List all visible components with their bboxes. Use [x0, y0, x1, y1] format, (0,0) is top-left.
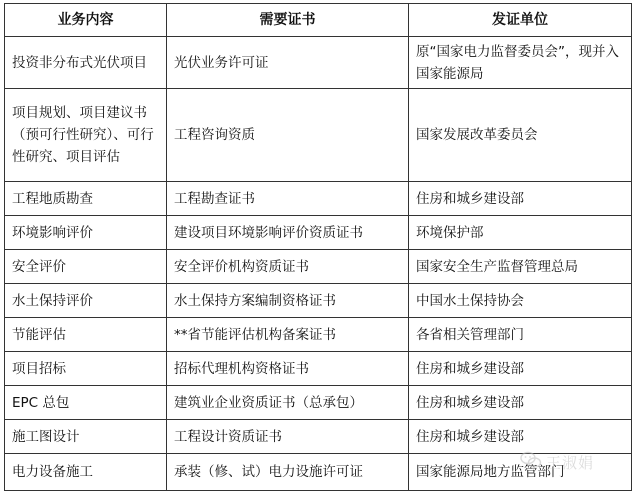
cell-business: 工程地质勘查	[5, 182, 167, 216]
cell-authority: 住房和城乡建设部	[409, 182, 632, 216]
cell-business: 水土保持评价	[5, 284, 167, 318]
table-row	[5, 352, 632, 386]
cell-certificate: 工程设计资质证书	[167, 420, 409, 454]
cell-certificate: 水土保持方案编制资格证书	[167, 284, 409, 318]
cell-certificate: 光伏业务许可证	[167, 37, 409, 89]
cell-certificate: 安全评价机构资质证书	[167, 250, 409, 284]
table-row	[5, 250, 632, 284]
table-row	[5, 182, 632, 216]
cell-certificate: 建筑业企业资质证书（总承包）	[167, 386, 409, 420]
cell-business: EPC 总包	[5, 386, 167, 420]
cell-certificate: 承装（修、试）电力设施许可证	[167, 454, 409, 491]
cell-business: 电力设备施工	[5, 454, 167, 491]
cell-business: 环境影响评价	[5, 216, 167, 250]
cell-business: 施工图设计	[5, 420, 167, 454]
table-row	[5, 386, 632, 420]
cell-authority: 国家发展改革委员会	[409, 89, 632, 182]
cell-authority: 住房和城乡建设部	[409, 352, 632, 386]
watermark-text: 王淑娟	[546, 453, 595, 472]
table-row	[5, 284, 632, 318]
header-required-certificate: 需要证书	[167, 4, 409, 37]
cell-certificate: **省节能评估机构备案证书	[167, 318, 409, 352]
certificate-table	[4, 3, 632, 491]
cell-authority: 住房和城乡建设部	[409, 420, 632, 454]
cell-authority: 原“国家电力监督委员会”，现并入国家能源局	[409, 37, 632, 89]
cell-business: 节能评估	[5, 318, 167, 352]
cell-authority: 国家安全生产监督管理总局	[409, 250, 632, 284]
cell-authority: 住房和城乡建设部	[409, 386, 632, 420]
cell-certificate: 招标代理机构资格证书	[167, 352, 409, 386]
table-row	[5, 420, 632, 454]
table-row	[5, 318, 632, 352]
cell-authority: 国家能源局地方监管部门	[409, 454, 632, 491]
header-issuing-authority: 发证单位	[409, 4, 632, 37]
cell-certificate: 工程咨询资质	[167, 89, 409, 182]
table-row	[5, 37, 632, 89]
cell-certificate: 工程勘查证书	[167, 182, 409, 216]
cell-authority: 环境保护部	[409, 216, 632, 250]
header-business-content: 业务内容	[5, 4, 167, 37]
cell-business: 项目规划、项目建议书（预可行性研究）、可行性研究、项目评估	[5, 89, 167, 182]
table-row	[5, 89, 632, 182]
cell-authority: 中国水土保持协会	[409, 284, 632, 318]
table-header-row	[5, 4, 632, 37]
table-row	[5, 454, 632, 491]
cell-business: 安全评价	[5, 250, 167, 284]
cell-certificate: 建设项目环境影响评价资质证书	[167, 216, 409, 250]
cell-business: 项目招标	[5, 352, 167, 386]
cell-business: 投资非分布式光伏项目	[5, 37, 167, 89]
cell-authority: 各省相关管理部门	[409, 318, 632, 352]
table-container	[4, 3, 632, 491]
table-row	[5, 216, 632, 250]
